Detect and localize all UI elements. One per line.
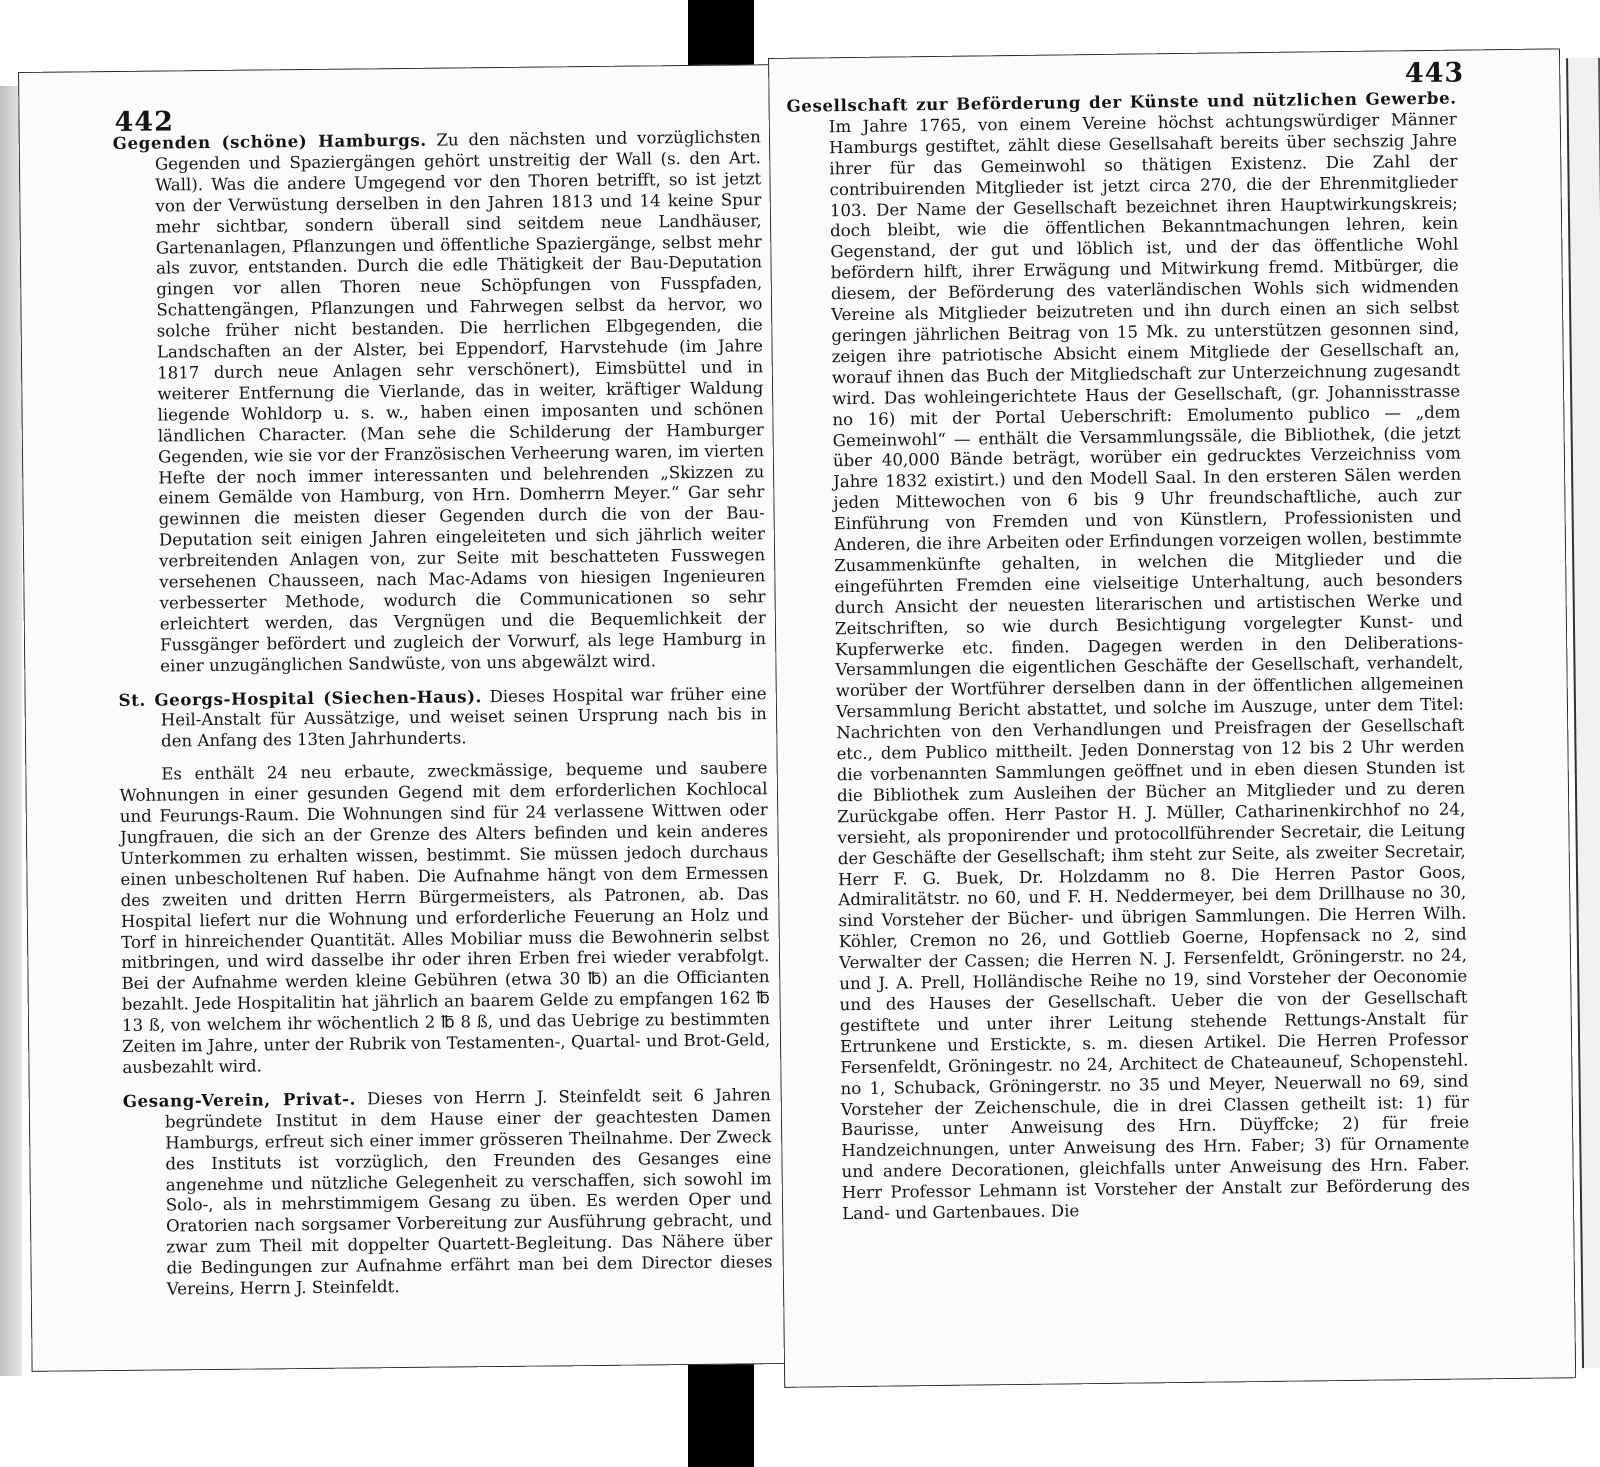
entry-gegenden — [113, 126, 767, 677]
entry-st-georgs-hospital — [118, 683, 767, 754]
right-page-text — [786, 88, 1470, 1238]
entry-heading: Gegenden (schöne) Hamburgs. — [112, 129, 427, 154]
entry-text: Dieses Hospital war früher eine Heil-Anstalt für Aussätzige, und weiset seinen Ursprung nach bis in den Anfang des 13ten Jahrhunderts. — [160, 683, 767, 751]
entry-gesellschaft — [786, 88, 1470, 1226]
entry-heading: St. Georgs-Hospital (Siechen-Haus). — [118, 685, 483, 710]
left-page-edge — [0, 86, 22, 1376]
entry-text: Dieses von Herrn J. Steinfeldt seit 6 Jahren begründete Institut in dem Hause einer der geachtesten Damen Hamburgs, erfreut sich einer immer grösseren Theilnahme. Der Zweck des Instituts ist vorzüglich, den Freunden des Gesanges eine angenehme und nützliche Gelegenheit zu verschaffen, sich sowohl im Solo-, als in mehrstimmigem Gesang zu üben. Es werden Oper und Oratorien nach sorgsamer Vorbereitung zur Ausführung gebracht, und zwar zum Theil mit doppelter Quartett-Begleitung. Das Nähere über die Bedingungen zur Aufnahme erfährt man bei dem Director dieses Vereins, Herrn J. Steinfeldt. — [164, 1085, 773, 1299]
entry-text: Im Jahre 1765, von einem Vereine höchst achtungswürdiger Männer Hamburgs gestiftet, zählt diese Gesellsahaft bereits über sechszig Jahre ihrer für das Gemeinwohl so thätigen Existenz. Die Zahl der contribuirenden Mitglieder ist jetzt circa 270, die der Ehrenmitglieder 103. Der Name der Gesellschaft bezeichnet ihren Hauptwirkungskreis; doch bleibt, wie die öffentlichen Bekanntmachungen lehren, kein Gegenstand, der gut und löblich ist, und der das öffentliche Wohl befördern hilft, ihrer Erwägung und Mitwirkung fremd. Mitbürger, die diesem, der Beförderung des vaterländischen Wohls sich widmenden Vereine als Mitglieder beizutreten und ihn durch einen an sich selbst geringen jährlichen Beitrag von 15 Mk. zu unterstützen gesonnen sind, zeigen ihre patriotische Absicht einem Mitgliede der Gesellschaft an, worauf ihnen das Buch der Mitgliedschaft zur Unterzeichnung zugesandt wird. Das wohleingerichtete Haus der Gesellschaft, (gr. Johannisstrasse no 16) mit der Portal Ueberschrift: Emolumento publico — „dem Gemeinwohl“ — enthält die Versammlungssäle, die Bibliothek, (die jetzt über 40,000 Bände beträgt, worüber ein gedrucktes Verzeichniss vom Jahre 1832 existirt.) und den Modell Saal. In den ersteren Sälen werden jeden Mittewochen von 6 bis 9 Uhr freundschaftliche, auch zur Einführung von Fremden und von Künstlern, Professionisten und Anderen, die ihre Arbeiten oder Erfindungen vorzeigen wollen, bestimmte Zusammenkünfte gehalten, in welchen die Mitglieder und die eingeführten Fremden eine vielseitige Unterhaltung, auch besonders durch Ansicht der neuesten literarischen und artistischen Werke und Zeitschriften, so wie durch Besichtigung vorgelegter Kunst- und Kupferwerke etc. finden. Dagegen werden in den Deliberations-Versammlungen die eigentlichen Geschäfte der Gesellschaft, verhandelt, worüber der Wortführer derselben dann in der öffentlichen allgemeinen Versammlung Bericht abstattet, und solche im Auszuge, unter dem Titel: Nachrichten von den Verhandlungen und Preisfragen der Gesellschaft etc., dem Publico mittheilt. Jeden Donnerstag von 12 bis 2 Uhr werden die vorbenannten Sammlungen geöffnet und in eben diesen Stunden ist die Bibliothek zum Ausleihen der Bücher an Mitglieder und zu deren Zurückgabe offen. Herr Pastor H. J. Müller, Catharinenkirchhof no 24, versieht, als proponirender und protocollführender Secretair, die Leitung der Geschäfte der Gesellschaft; ihm steht zur Seite, als zweiter Secretair, Herr F. G. Buek, Dr. Holzdamm no 8. Die Herren Pastor Goos, Admiralitätstr. no 60, und F. H. Neddermeyer, bei dem Drillhause no 30, sind Vorsteher der Bücher- und übrigen Sammlungen. Die Herren Wilh. Köhler, Cremon no 26, und Gottlieb Goerne, Hopfensack no 2, sind Verwalter der Cassen; die Herren N. J. Fersenfeldt, Gröningerstr. no 24, und J. A. Prell, Holländische Reihe no 19, sind Vorsteher der Oeconomie und des Hauses der Gesellschaft. Ueber die von der Gesellschaft gestiftete und unter ihrer Leitung stehende Rettungs-Anstalt für Ertrunkene und Erstickte, s. m. diesen Artikel. Die Herren Professor Fersenfeldt, Gröningestr. no 24, Architect de Chateauneuf, Schopenstehl. no 1, Schuback, Gröningerstr. no 35 und Meyer, Neuerwall no 69, sind Vorsteher der Zeichenschule, die in drei Classen getheilt ist: 1) für Baurisse, unter Anweisung des Hrn. Düyffcke; 2) für freie Handzeichnungen, unter Anweisung des Hrn. Faber; 3) für Ornamente und andere Decorationen, gleichfalls unter Anweisung des Hrn. Faber. Herr Professor Lehmann ist Vorsteher der Anstalt zur Beförderung des Land- und Gartenbaues. Die — [828, 109, 1470, 1224]
left-page — [18, 64, 804, 1372]
entry-heading: Gesellschaft zur Beförderung der Künste und nützlichen Gewerbe. — [786, 87, 1457, 116]
entry-heading: Gesang-Verein, Privat-. — [122, 1088, 357, 1111]
page-number-right: 443 — [1404, 57, 1465, 90]
page-number-left: 442 — [114, 106, 175, 138]
entry-text: Es enthält 24 neu erbaute, zweckmässige, bequeme und saubere Wohnungen in einer gesunden Gegend mit dem erforderlichen Kochlocal und Feurungs-Raum. Die Wohnungen sind für 24 verlassene Wittwen oder Jungfrauen, die sich an der Grenze des Alters befinden und kein anderes Unterkommen zu erhalten wissen, bestimmt. Sie müssen jedoch durchaus einen unbescholtenen Ruf haben. Die Aufnahme hängt von dem Ermessen des zweiten und dritten Herrn Bürgermeisters, als Patronen, ab. Das Hospital liefert nur die Wohnung und erforderliche Feuerung an Holz und Torf in hinreichender Quantität. Alles Mobiliar muss die Bewohnerin selbst mitbringen, und wird dasselbe ihr oder ihren Erben frei wieder verabfolgt. Bei der Aufnahme werden kleine Gebühren (etwa 30 ℔) an die Officianten bezahlt. Jede Hospitalitin hat jährlich an baarem Gelde zu empfangen 162 ℔ 13 ß, von welchem ihr wöchentlich 2 ℔ 8 ß, und das Uebrige zu bestimmten Zeiten im Jahre, unter der Rubrik von Testamenten-, Quartal- und Brot-Geld, ausbezahlt wird. — [119, 758, 771, 1077]
entry-text: Zu den nächsten und vorzüglichsten Gegenden und Spaziergängen gehört unstreitig der Wall (s. den Art. Wall). Was die andere Umgegend vor den Thoren betrifft, so ist jetzt von der Verwüstung derselben in den Jahren 1813 und 14 keine Spur mehr sichtbar, sondern überall sind seitdem neue Landhäuser, Gartenanlagen, Pflanzungen und öffentliche Spaziergänge, selbst mehr als zuvor, entstanden. Durch die edle Thätigkeit der Bau-Deputation gingen vor allen Thoren neue Schöpfungen von Fusspfaden, Schattengängen, Pflanzungen und Fahrwegen selbst da hervor, wo solche früher nicht bestanden. Die herrlichen Elbgegenden, die Landschaften an der Alster, bei Eppendorf, Harvstehude (im Jahre 1817 durch neue Anlagen sehr verschönert), Eimsbüttel und in weiterer Entfernung die Vierlande, das in weiter, kräftiger Waldung liegende Wohldorp u. s. w., haben einen imposanten und schönen ländlichen Character. (Man sehe die Schilderung der Hamburger Gegenden, wie sie vor der Französischen Verheerung waren, im vierten Hefte der noch immer interessanten und belehrenden „Skizzen zu einem Gemälde von Hamburg, von Hrn. Domherrn Meyer.“ Gar sehr gewinnen die meisten dieser Gegenden durch die von der Bau-Deputation seit einigen Jahren eingeleiteten und sich jährlich weiter verbreitenden Anlagen von, zur Seite mit beschatteten Fusswegen versehenen Chausseen, nach Mac-Adams von hiesigen Ingenieuren verbesserter Methode, wodurch die Communicationen so sehr erleichtert werden, das Vergnügen und die Bequemlichkeit der Fussgänger befördert und zugleich der Vorwurf, als lege Hamburg in einer unzugänglichen Sandwüste, von uns abgewälzt wird. — [154, 127, 767, 676]
right-page — [768, 48, 1576, 1388]
left-page-text — [113, 126, 773, 1313]
entry-continuation — [119, 758, 770, 1078]
entry-gesang-verein — [123, 1084, 773, 1301]
